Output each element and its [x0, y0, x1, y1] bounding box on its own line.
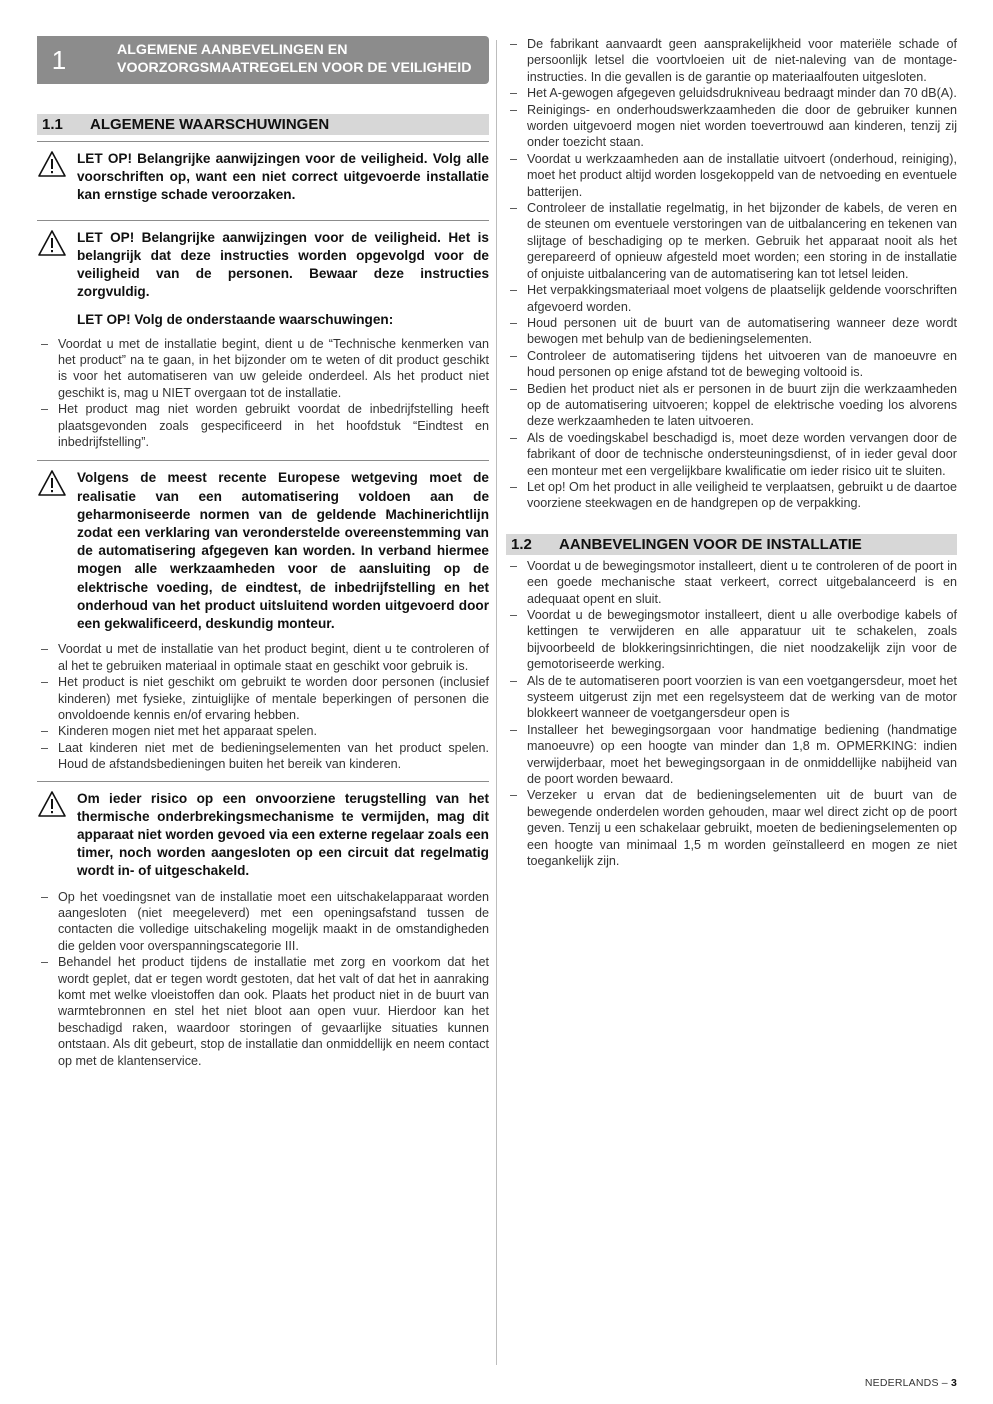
list-item: – Installeer het bewegingsorgaan voor handmatige bediening (handmatige manoeuvre) op een hoogte van minder dan 1,8 m. OPMERKING: indien verwijderbaar, moet het bewegingsorgaan in de onmiddellijke nabijheid van de poort worden bewaard.	[506, 722, 957, 788]
left-column	[37, 36, 489, 1069]
section-title: AANBEVELINGEN VOOR DE INSTALLATIE	[559, 535, 862, 553]
installation-recommendations-list	[506, 558, 957, 870]
warning-triangle-icon	[37, 150, 77, 205]
list-item: – Als de te automatiseren poort voorzien is van een voetgangersdeur, moet het systeem uitgerust zijn met een regelsysteem dat de werking van de motor blokkeert wanneer de voetgangersdeur open is	[506, 673, 957, 722]
list-item: – Bedien het product niet als er personen in de buurt zijn die werkzaamheden op de automatisering uitvoeren; koppel de elektrische voeding los alvorens deze werkzaamheden te laten uitvoeren.	[506, 381, 957, 430]
list-item: – Het A-gewogen afgegeven geluidsdrukniveau bedraagt minder dan 70 dB(A).	[506, 85, 957, 101]
warning-block-1	[37, 141, 489, 205]
list-item: – Voordat u de bewegingsmotor installeert, dient u te controleren of de poort in een goede mechanische staat verkeert, correct uitgebalanceerd is en adequaat opent en sluit.	[506, 558, 957, 607]
list-item: – Reinigings- en onderhoudswerkzaamheden die door de gebruiker kunnen worden uitgevoerd mogen niet worden toevertrouwd aan kinderen, tenzij zij onder toezicht staan.	[506, 102, 957, 151]
list-item: – Houd personen uit de buurt van de automatisering wanneer deze wordt bewogen met behulp van de bedieningselementen.	[506, 315, 957, 348]
chapter-title-line1: ALGEMENE AANBEVELINGEN EN	[117, 42, 348, 58]
list-item: – Voordat u de bewegingsmotor installeert, dient u alle overbodige kabels of kettingen te verwijderen en alle apparatuur uit te schakelen, zoals bijvoorbeeld de blokkeringsinrichtingen, die niet noodzakelijk zijn voor de gemotoriseerde werking.	[506, 607, 957, 673]
warning-subheading: LET OP! Volg de onderstaande waarschuwingen:	[77, 312, 394, 328]
section-title: ALGEMENE WAARSCHUWINGEN	[90, 116, 330, 133]
warning-block-4	[37, 781, 489, 881]
chapter-header	[37, 36, 489, 84]
section-header-1-2	[506, 534, 957, 555]
warning-text: Om ieder risico op een onvoorziene terugstelling van het thermische onderbrekingsmechanisme te vermijden, mag dit apparaat niet worden gevoed via een externe regelaar zoals een timer, noch worden aangesloten op een circuit dat regelmatig wordt in- of uitgeschakeld.	[77, 790, 489, 879]
list-item: – Voordat u met de installatie van het product begint, dient u te controleren of al het te gebruiken materiaal in optimale staat en geschikt voor gebruik is.	[37, 641, 489, 674]
warning-4-list	[37, 889, 489, 1069]
chapter-number: 1	[51, 44, 67, 75]
warning-triangle-icon	[37, 469, 77, 633]
page-number: 3	[950, 1377, 957, 1389]
list-item: – Let op! Om het product in alle veiligheid te verplaatsen, gebruikt u de daartoe voorziene steekwagen en de handgrepen op de verpakking.	[506, 479, 957, 512]
list-item: – Verzeker u ervan dat de bedieningselementen uit de buurt van de bewegende onderdelen worden gehouden, maar wel direct zicht op de poort geven. Tenzij u een schakelaar gebruikt, moeten de bedieningselementen op een hoogte van minimaal 1,5 m worden geïnstalleerd en mogen ze niet toegankelijk zijn.	[506, 787, 957, 869]
section-header-1-1	[37, 114, 489, 135]
general-warnings-continued-list	[506, 36, 957, 512]
list-item: – Behandel het product tijdens de installatie met zorg en voorkom dat het wordt geplet, dat er tegen wordt gestoten, dat het valt of dat het in aanraking komt met welke vloeistoffen dan ook. Plaats het product niet in de buurt van warmtebronnen en stel het niet bloot aan open vuur. Hierdoor kan het beschadigd raken, waardoor storingen of gevaarlijke situaties kunnen ontstaan. Als dit gebeurt, stop de installatie dan onmiddellijk en neem contact op met de klantenservice.	[37, 954, 489, 1069]
warning-text: Volgens de meest recente Europese wetgeving moet de realisatie van een automatisering voldoen aan de geharmoniseerde normen van de geldende Machinerichtlijn zodat een verklaring van veronderstelde overeenstemming van de automatisering afgegeven kan worden. In verband hiermee mogen alle werkzaamheden voor de aansluiting op de elektrische voeding, de eindtest, de inbedrijfstelling en het onderhoud van het product uitsluitend worden uitgevoerd door een gekwalificeerd, deskundig monteur.	[77, 470, 489, 632]
list-item: – Kinderen mogen niet met het apparaat spelen.	[37, 723, 489, 739]
list-item: – Op het voedingsnet van de installatie moet een uitschakelapparaat worden aangesloten (niet meegeleverd) met een openingsafstand tussen de contacten die volledige uitschakeling mogelijk maakt in de omstandigheden die gelden voor overspanningscategorie III.	[37, 889, 489, 955]
list-item: – Als de voedingskabel beschadigd is, moet deze worden vervangen door de fabrikant of door de technische ondersteuningsdienst, of in ieder geval door een monteur met een vergelijkbare kwalificatie om ieder risico uit te sluiten.	[506, 430, 957, 479]
column-divider	[496, 40, 497, 1365]
warning-text: LET OP! Belangrijke aanwijzingen voor de veiligheid. Het is belangrijk dat deze instructies worden opgevolgd voor de veiligheid van de personen. Bewaar deze instructies zorgvuldig.	[77, 229, 489, 300]
right-column	[506, 36, 957, 870]
list-item: – Het verpakkingsmateriaal moet volgens de plaatselijk geldende voorschriften afgevoerd worden.	[506, 282, 957, 315]
section-number: 1.2	[511, 535, 532, 553]
warning-triangle-icon	[37, 790, 77, 881]
warning-block-3	[37, 460, 489, 633]
chapter-title	[117, 41, 471, 77]
footer-language: NEDERLANDS –	[864, 1377, 948, 1389]
warning-text: LET OP! Belangrijke aanwijzingen voor de veiligheid. Volg alle voorschriften op, want een niet correct uitgevoerde installatie kan ernstige schade veroorzaken.	[77, 151, 489, 203]
list-item: – Het product is niet geschikt om gebruikt te worden door personen (inclusief kinderen) met fysieke, zintuiglijke of mentale beperkingen of personen die onvoldoende kennis en/of ervaring hebben.	[37, 674, 489, 723]
warning-2-list	[37, 336, 489, 451]
warning-3-list	[37, 641, 489, 772]
list-item: – Controleer de installatie regelmatig, in het bijzonder de kabels, de veren en de steunen om eventuele verstoringen van de uitbalancering en tekenen van slijtage of beschadiging op te merken. Gebruik het apparaat nooit als het gerepareerd of opnieuw afgesteld moet worden; een storing in de installatie of onjuiste uitbalancering van de automatisering kan tot letsel leiden.	[506, 200, 957, 282]
warning-triangle-icon	[37, 229, 77, 330]
section-number: 1.1	[42, 116, 63, 133]
list-item: – Voordat u werkzaamheden aan de installatie uitvoert (onderhoud, reiniging), moet het product altijd worden losgekoppeld van de netvoeding en eventuele batterijen.	[506, 151, 957, 200]
list-item: – De fabrikant aanvaardt geen aansprakelijkheid voor materiële schade of persoonlijk letsel die voortvloeien uit de niet-naleving van de montage-instructies. In die gevallen is de garantie op materiaalfouten uitgesloten.	[506, 36, 957, 85]
list-item: – Laat kinderen niet met de bedieningselementen van het product spelen. Houd de afstandsbedieningen buiten het bereik van kinderen.	[37, 740, 489, 773]
warning-block-2	[37, 220, 489, 330]
list-item: – Voordat u met de installatie begint, dient u de “Technische kenmerken van het product” na te gaan, in het bijzonder om te weten of dit product geschikt is voor het automatiseren van uw geleide onderdeel. Als het product niet geschikt is, mag u NIET overgaan tot de installatie.	[37, 336, 489, 402]
list-item: – Controleer de automatisering tijdens het uitvoeren van de manoeuvre en houd personen op enige afstand tot de beweging voltooid is.	[506, 348, 957, 381]
page-footer	[865, 1377, 957, 1389]
chapter-title-line2: VOORZORGSMAATREGELEN VOOR DE VEILIGHEID	[117, 60, 472, 76]
list-item: – Het product mag niet worden gebruikt voordat de inbedrijfstelling heeft plaatsgevonden zoals gespecificeerd in het hoofdstuk “Eindtest en inbedrijfstelling”.	[37, 401, 489, 450]
